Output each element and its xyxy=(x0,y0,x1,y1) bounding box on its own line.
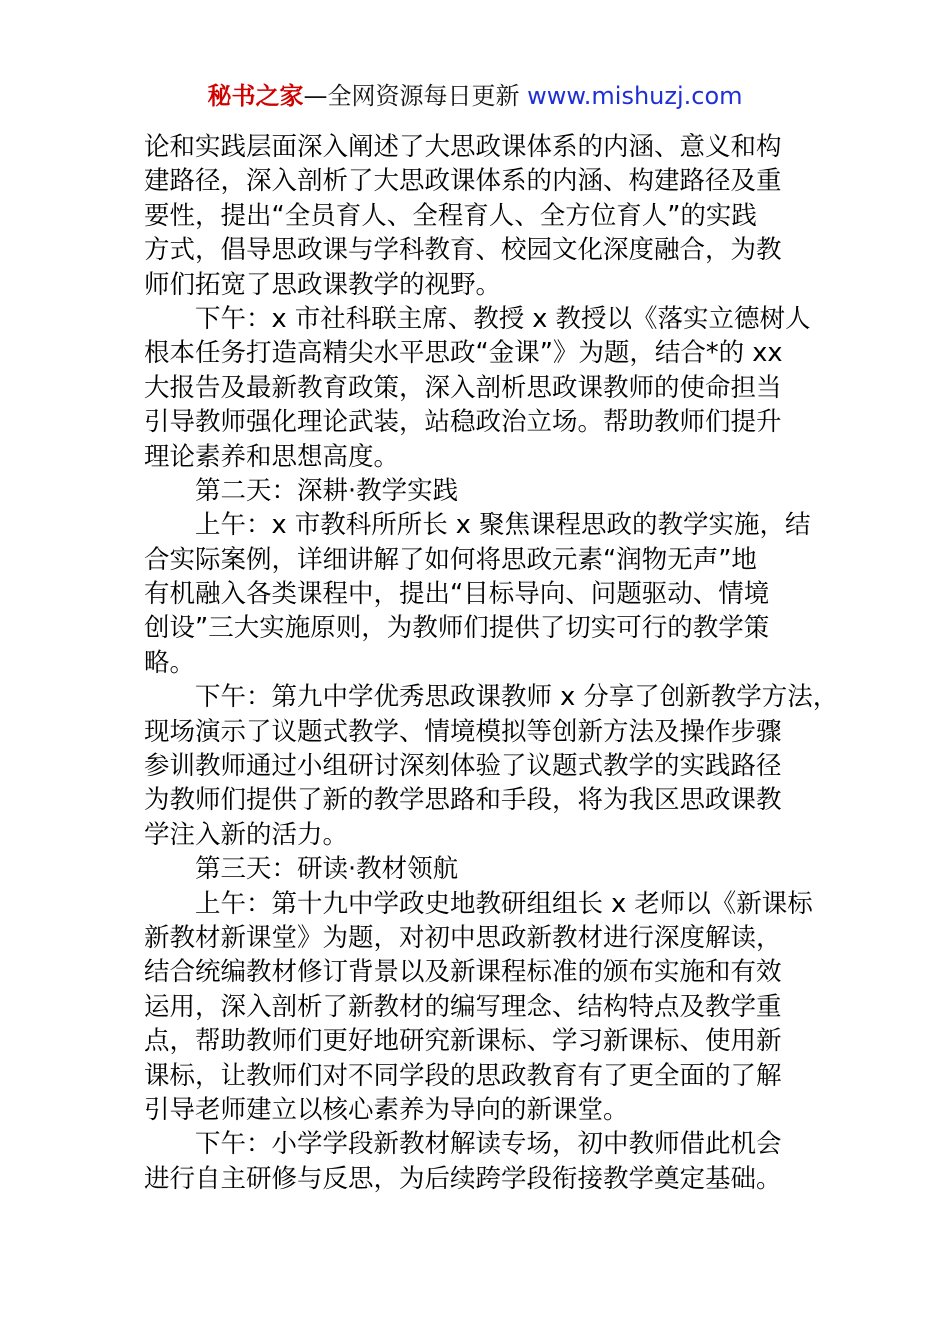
text-line: 引导教师强化理论武装，站稳政治立场。帮助教师们提升 xyxy=(144,407,782,438)
text-line: 师们拓宽了思政课教学的视野。 xyxy=(144,269,502,300)
text-line: 现场演示了议题式教学、情境模拟等创新方法及操作步骤 xyxy=(144,716,782,747)
text-line: 略。 xyxy=(144,647,196,678)
text-line: 运用，深入剖析了新教材的编写理念、结构特点及教学重 xyxy=(144,991,782,1022)
text-line: 学注入新的活力。 xyxy=(144,819,349,850)
text-line: 参训教师通过小组研讨深刻体验了议题式教学的实践路径 xyxy=(144,751,782,782)
text-line: 论和实践层面深入阐述了大思政课体系的内涵、意义和构 xyxy=(144,132,782,162)
text-line: 合实际案例，详细讲解了如何将思政元素“润物无声”地 xyxy=(144,544,757,575)
document-body xyxy=(144,130,839,1196)
section-heading-day-two: 第二天：深耕·教学实践 xyxy=(195,475,459,506)
text-line: 有机融入各类课程中，提出“目标导向、问题驱动、情境 xyxy=(144,579,770,610)
text-line: 新教材新课堂》为题，对初中思政新教材进行深度解读， xyxy=(144,922,782,953)
text-line: 为教师们提供了新的教学思路和手段，将为我区思政课教 xyxy=(144,785,782,816)
brand-name: 秘书之家 xyxy=(207,82,304,110)
text-line: 理论素养和思想高度。 xyxy=(144,441,400,472)
paragraph-start-line: 下午：第九中学优秀思政课教师 x 分享了创新教学方法， xyxy=(195,682,839,713)
text-line: 根本任务打造高精尖水平思政“金课”》为题，结合*的 xx xyxy=(144,338,783,369)
text-line: 大报告及最新教育政策，深入剖析思政课教师的使命担当 xyxy=(144,372,782,403)
text-line: 方式，倡导思政课与学科教育、校园文化深度融合，为教 xyxy=(144,235,782,266)
text-line: 点，帮助教师们更好地研究新课标、学习新课标、使用新 xyxy=(144,1026,782,1057)
paragraph-start-line: 上午：第十九中学政史地教研组组长 x 老师以《新课标 xyxy=(195,888,813,919)
paragraph-start-line: 下午：小学学段新教材解读专场，初中教师借此机会 xyxy=(195,1129,782,1160)
text-line: 进行自主研修与反思，为后续跨学段衔接教学奠定基础。 xyxy=(144,1163,782,1194)
text-line: 引导老师建立以核心素养为导向的新课堂。 xyxy=(144,1094,629,1125)
text-line: 结合统编教材修订背景以及新课程标准的颁布实施和有效 xyxy=(144,957,782,988)
paragraph-start-line: 上午：x 市教科所所长 x 聚焦课程思政的教学实施，结 xyxy=(195,510,811,541)
site-url[interactable]: www.mishuzj.com xyxy=(527,82,743,110)
text-line: 课标，让教师们对不同学段的思政教育有了更全面的了解 xyxy=(144,1060,782,1091)
section-heading-day-three: 第三天：研读·教材领航 xyxy=(195,854,459,885)
paragraph-start-line: 下午：x 市社科联主席、教授 x 教授以《落实立德树人 xyxy=(195,303,811,334)
text-line: 创设”三大实施原则，为教师们提供了切实可行的教学策 xyxy=(144,613,770,644)
text-line: 要性，提出“全员育人、全程育人、全方位育人”的实践 xyxy=(144,200,757,231)
page-header xyxy=(0,80,950,112)
header-tagline: —全网资源每日更新 xyxy=(303,82,520,110)
text-line: 建路径，深入剖析了大思政课体系的内涵、构建路径及重 xyxy=(144,166,782,197)
